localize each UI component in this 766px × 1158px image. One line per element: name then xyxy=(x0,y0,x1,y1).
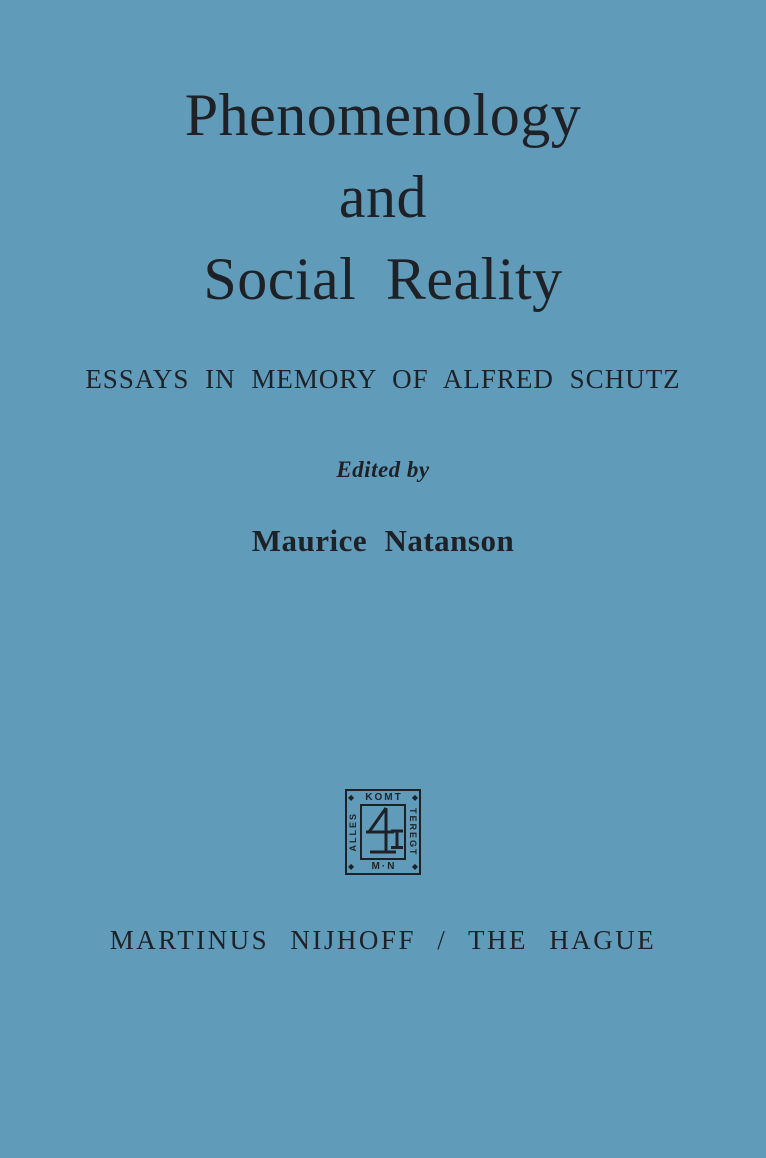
diamond-icon: ◆ xyxy=(348,792,355,802)
logo-motto-bottom-row xyxy=(348,860,418,873)
book-subtitle: ESSAYS IN MEMORY OF ALFRED SCHUTZ xyxy=(85,364,681,394)
publisher-imprint: MARTINUS NIJHOFF / THE HAGUE xyxy=(109,925,657,955)
edited-by-label: Edited by xyxy=(336,457,430,482)
diamond-icon: ◆ xyxy=(411,861,418,871)
logo-motto-bottom: M·N xyxy=(371,860,397,872)
logo-motto-left-column xyxy=(347,804,360,860)
printers-mark-logo xyxy=(345,789,421,875)
title-line-3: Social Reality xyxy=(203,246,563,312)
logo-motto-top-row xyxy=(348,791,418,804)
logo-motto-top: KOMT xyxy=(365,791,403,803)
title-line-1: Phenomenology xyxy=(184,82,582,148)
editor-name: Maurice Natanson xyxy=(251,523,515,558)
logo-monogram-box xyxy=(360,804,406,860)
nijhoff-monogram-icon xyxy=(362,806,404,858)
title-line-2: and xyxy=(338,164,428,230)
logo-motto-right-column xyxy=(406,804,419,860)
logo-motto-right: TEREGT xyxy=(408,807,418,857)
diamond-icon: ◆ xyxy=(411,792,418,802)
diamond-icon: ◆ xyxy=(348,861,355,871)
logo-motto-left: ALLES xyxy=(348,812,358,852)
book-title xyxy=(0,74,766,320)
